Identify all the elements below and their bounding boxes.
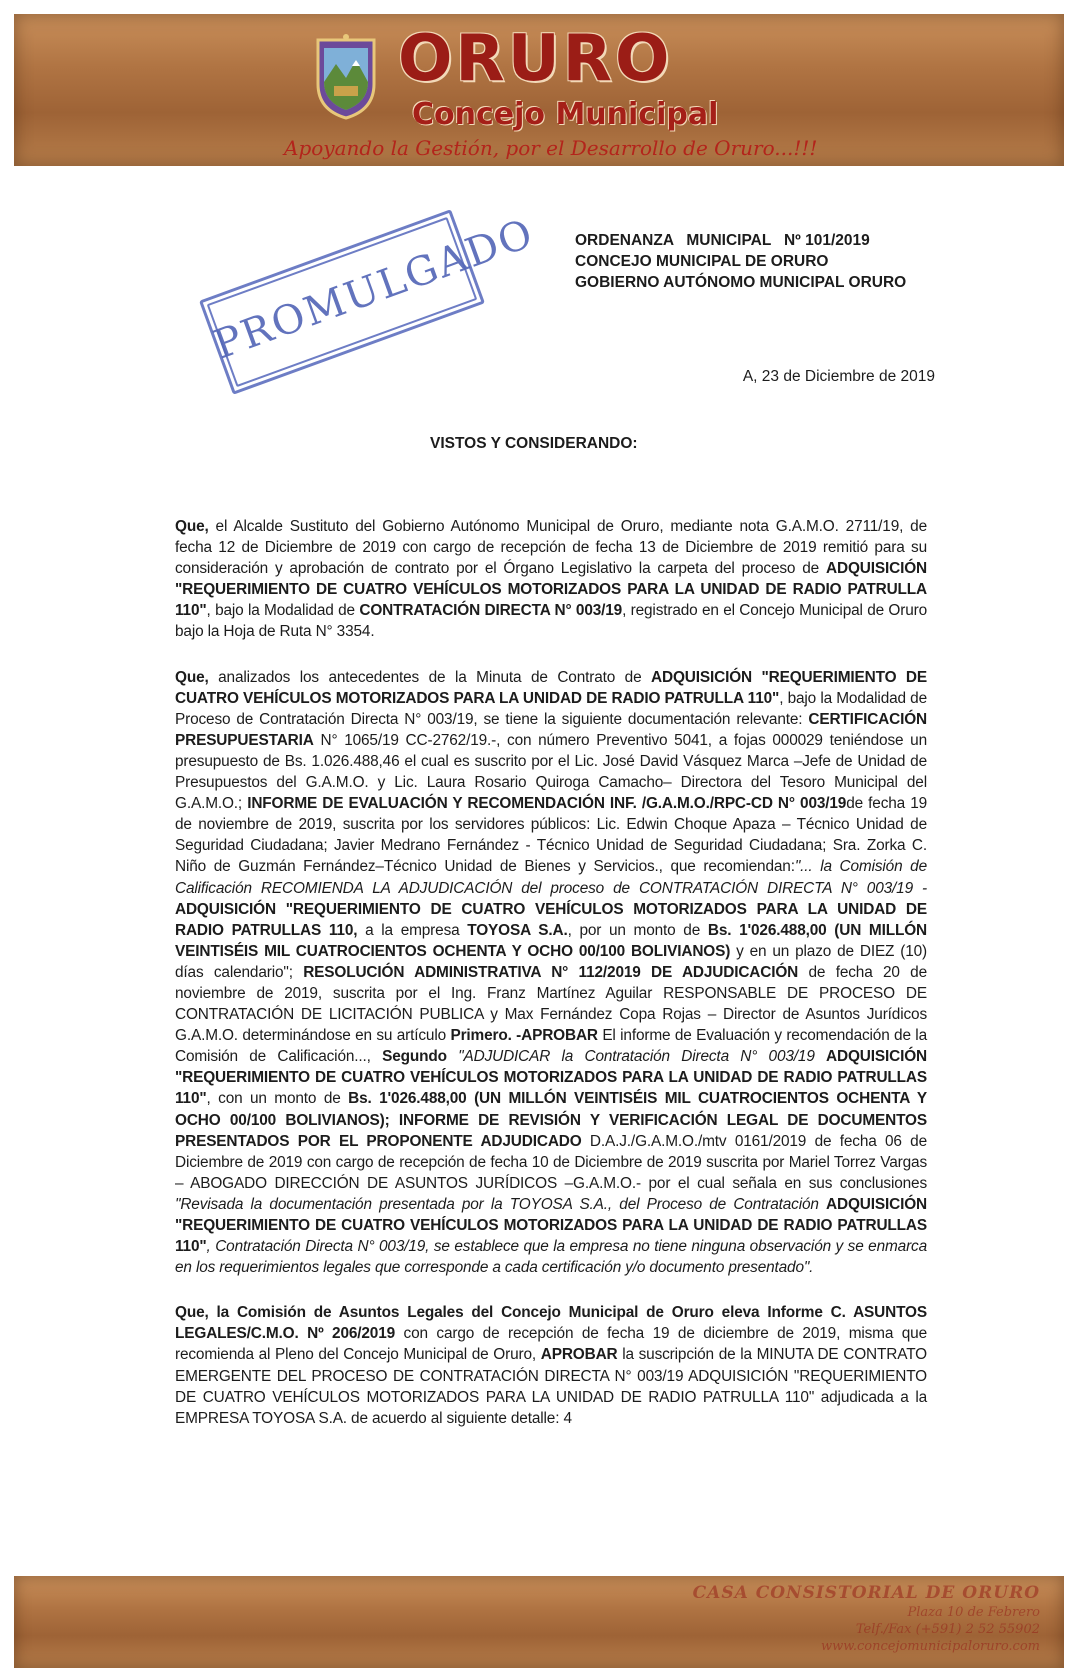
council-name: CONCEJO MUNICIPAL DE ORURO: [575, 253, 829, 270]
text-run: El informe de Evaluación y recomendación de la Comisión de Calificación...,: [175, 1027, 927, 1066]
brand-subtitle: Concejo Municipal: [412, 97, 719, 132]
paragraph: [175, 516, 927, 643]
text-run: analizados los antecedentes de la Minuta de Contrato de: [208, 668, 652, 686]
text-run: a la empresa: [357, 921, 468, 939]
government-name: GOBIERNO AUTÓNOMO MUNICIPAL ORURO: [575, 274, 907, 291]
text-run: Primero. -APROBAR: [450, 1027, 598, 1045]
text-run: TOYOSA S.A.: [467, 921, 568, 939]
text-run: , con un monto de: [206, 1090, 349, 1108]
text-run: CERTIFICACIÓN PRESUPUESTARIA: [175, 710, 927, 749]
coat-of-arms-icon: [314, 34, 378, 120]
stamp-text: PROMULGADO: [207, 210, 541, 369]
text-run: Segundo: [382, 1048, 447, 1066]
document-body: [175, 516, 927, 1453]
header-banner: [14, 14, 1064, 166]
text-run: "ADJUDICAR la Contratación Directa N° 003/19: [446, 1048, 827, 1066]
text-run: , por un monto de: [567, 921, 708, 939]
text-run: "Revisada la documentación presentada por la TOYOSA S.A., del Proceso de Contratación: [175, 1195, 827, 1213]
text-run: la suscripción de la MINUTA DE CONTRATO EMERGENTE DEL PROCESO DE CONTRATACIÓN DIRECTA N° 003/19 ADQUISICIÓN "REQUERIMIENTO DE CUATRO VEHÍCULOS MOTORIZADOS PARA LA UNIDAD DE RADIO PATRULLA 110" adjudicada a la EMPRESA TOYOSA S.A. de acuerdo al siguiente detalle: 4: [175, 1346, 928, 1427]
text-run: de fecha 19 de noviembre de 2019, suscrita por los servidores públicos: Lic. Edwin Choque Apaza – Técnico Unidad de Seguridad Ciudadana; Javier Medrano Fernández - Técnico Unidad de Seguridad Ciudadana; Sra. Zorka C. Niño de Guzmán Fernández–Técnico Unidad de Bienes y Servicios., que recomiendan:: [175, 795, 928, 876]
text-run: , registrado en el Concejo Municipal de Oruro bajo la Hoja de Ruta N° 3354.: [175, 602, 928, 641]
text-run: , Contratación Directa N° 003/19, se establece que la empresa no tiene ninguna observación y se enmarca en los requerimientos legales que corresponde a cada certificación y/o documento presentado".: [175, 1238, 927, 1277]
text-run: Bs. 1'026.488,00 (UN MILLÓN VEINTISÉIS MIL CUATROCIENTOS OCHENTA Y OCHO 00/100 BOLIVIANOS); INFORME DE REVISIÓN Y VERIFICACIÓN LEGAL DE DOCUMENTOS PRESENTADOS POR EL PROPONENTE ADJUDICADO: [175, 1090, 927, 1150]
text-run: RESOLUCIÓN ADMINISTRATIVA N° 112/2019 DE ADJUDICACIÓN: [303, 963, 799, 981]
footer-contact: [693, 1582, 1040, 1655]
footer-phone: Telf./Fax (+591) 2 52 55902: [855, 1622, 1040, 1637]
section-heading: VISTOS Y CONSIDERANDO:: [430, 435, 638, 452]
ordinance-number: ORDENANZA MUNICIPAL Nº 101/2019: [575, 232, 870, 249]
text-run: , bajo la Modalidad de: [206, 602, 360, 620]
text-run: D.A.J./G.A.M.O./mtv 0161/2019 de fecha 06 de Diciembre de 2019 con cargo de recepción de fecha 10 de Diciembre de 2019 suscrita por Mariel Torrez Vargas – ABOGADO DIRECCIÓN DE ASUNTOS JURÍDICOS –G.A.M.O.- por el cual señala en sus conclusiones: [175, 1132, 928, 1192]
brand-slogan: Apoyando la Gestión, por el Desarrollo de Oruro...!!!: [284, 136, 818, 160]
footer-banner: [14, 1576, 1064, 1668]
footer-website: www.concejomunicipaloruro.com: [821, 1639, 1040, 1654]
text-run: Que,: [175, 518, 209, 535]
text-run: de fecha 20 de noviembre de 2019, suscrita por el Ing. Franz Martínez Aguilar RESPONSABLE DE PROCESO DE CONTRATACIÓN DE LICITACIÓN PUBLICA y Max Fernández Copa Rojas – Director de Asuntos Jurídicos G.A.M.O. determinándose en su artículo: [175, 963, 927, 1045]
text-run: Que,: [175, 668, 209, 686]
document-date: A, 23 de Diciembre de 2019: [742, 368, 935, 385]
footer-title: CASA CONSISTORIAL DE ORURO: [692, 1583, 1040, 1603]
text-run: Que, la Comisión de Asuntos Legales del Concejo Municipal de Oruro eleva Informe C. ASUNTOS LEGALES/C.M.O. Nº 206/2019: [175, 1304, 927, 1343]
paragraph: [175, 667, 927, 1279]
text-run: con cargo de recepción de fecha 19 de diciembre de 2019, misma que recomienda al Pleno del Concejo Municipal de Oruro,: [175, 1325, 927, 1364]
paragraph: [175, 1302, 927, 1429]
text-run: APROBAR: [540, 1346, 618, 1364]
text-run: ADQUISICIÓN "REQUERIMIENTO DE CUATRO VEHÍCULOS MOTORIZADOS PARA LA UNIDAD DE RADIO PATRULLAS 110": [175, 1048, 927, 1108]
text-run: CONTRATACIÓN DIRECTA N° 003/19: [359, 602, 623, 620]
promulgado-stamp: [199, 209, 541, 395]
ordinance-meta: [575, 230, 935, 293]
footer-address: Plaza 10 de Febrero: [907, 1605, 1040, 1620]
text-run: INFORME DE EVALUACIÓN Y RECOMENDACIÓN INF. /G.A.M.O./RPC-CD N° 003/19: [247, 795, 847, 813]
brand-name: ORURO: [398, 22, 673, 96]
text-run: ADQUISICIÓN "REQUERIMIENTO DE CUATRO VEHÍCULOS MOTORIZADOS PARA LA UNIDAD DE RADIO PATRULLAS 110": [175, 1195, 927, 1256]
text-run: ADQUISICIÓN "REQUERIMIENTO DE CUATRO VEHÍCULOS MOTORIZADOS PARA LA UNIDAD DE RADIO PATRULLA 110": [175, 668, 928, 707]
text-run: , bajo la Modalidad de Proceso de Contratación Directa N° 003/19, se tiene la siguiente documentación relevante:: [175, 689, 928, 728]
text-run: ADQUISICIÓN "REQUERIMIENTO DE CUATRO VEHÍCULOS MOTORIZADOS PARA LA UNIDAD DE RADIO PATRULLA 110": [175, 560, 927, 620]
text-run: ADQUISICIÓN "REQUERIMIENTO DE CUATRO VEHÍCULOS MOTORIZADOS PARA LA UNIDAD DE RADIO PATRULLAS 110,: [175, 900, 927, 939]
text-run: y en un plazo de DIEZ (10) días calendario";: [175, 942, 928, 981]
text-run: "... la Comisión de Calificación RECOMIENDA LA ADJUDICACIÓN del proceso de CONTRATACIÓN DIRECTA N° 003/19 -: [175, 858, 928, 897]
text-run: Bs. 1'026.488,00 (UN MILLÓN VEINTISÉIS MIL CUATROCIENTOS OCHENTA Y OCHO 00/100 BOLIVIANOS): [175, 921, 928, 960]
text-run: N° 1065/19 CC-2762/19.-, con número Preventivo 5041, a fojas 000029 teniéndose un presupuesto de Bs. 1.026.488,46 el cual es suscrito por el Lic. José David Vásquez Marca –Jefe de Unidad de Presupuestos del G.A.M.O. y Lic. Laura Rosario Quiroga Camacho– Directora del Tesoro Municipal del G.A.M.O.;: [175, 731, 927, 813]
text-run: el Alcalde Sustituto del Gobierno Autónomo Municipal de Oruro, mediante nota G.A.M.O. 2711/19, de fecha 12 de Diciembre de 2019 con cargo de recepción de fecha 13 de Diciembre de 2019 remitió para su consideración y aprobación de contrato por el Órgano Legislativo la carpeta del proceso de: [175, 518, 927, 578]
